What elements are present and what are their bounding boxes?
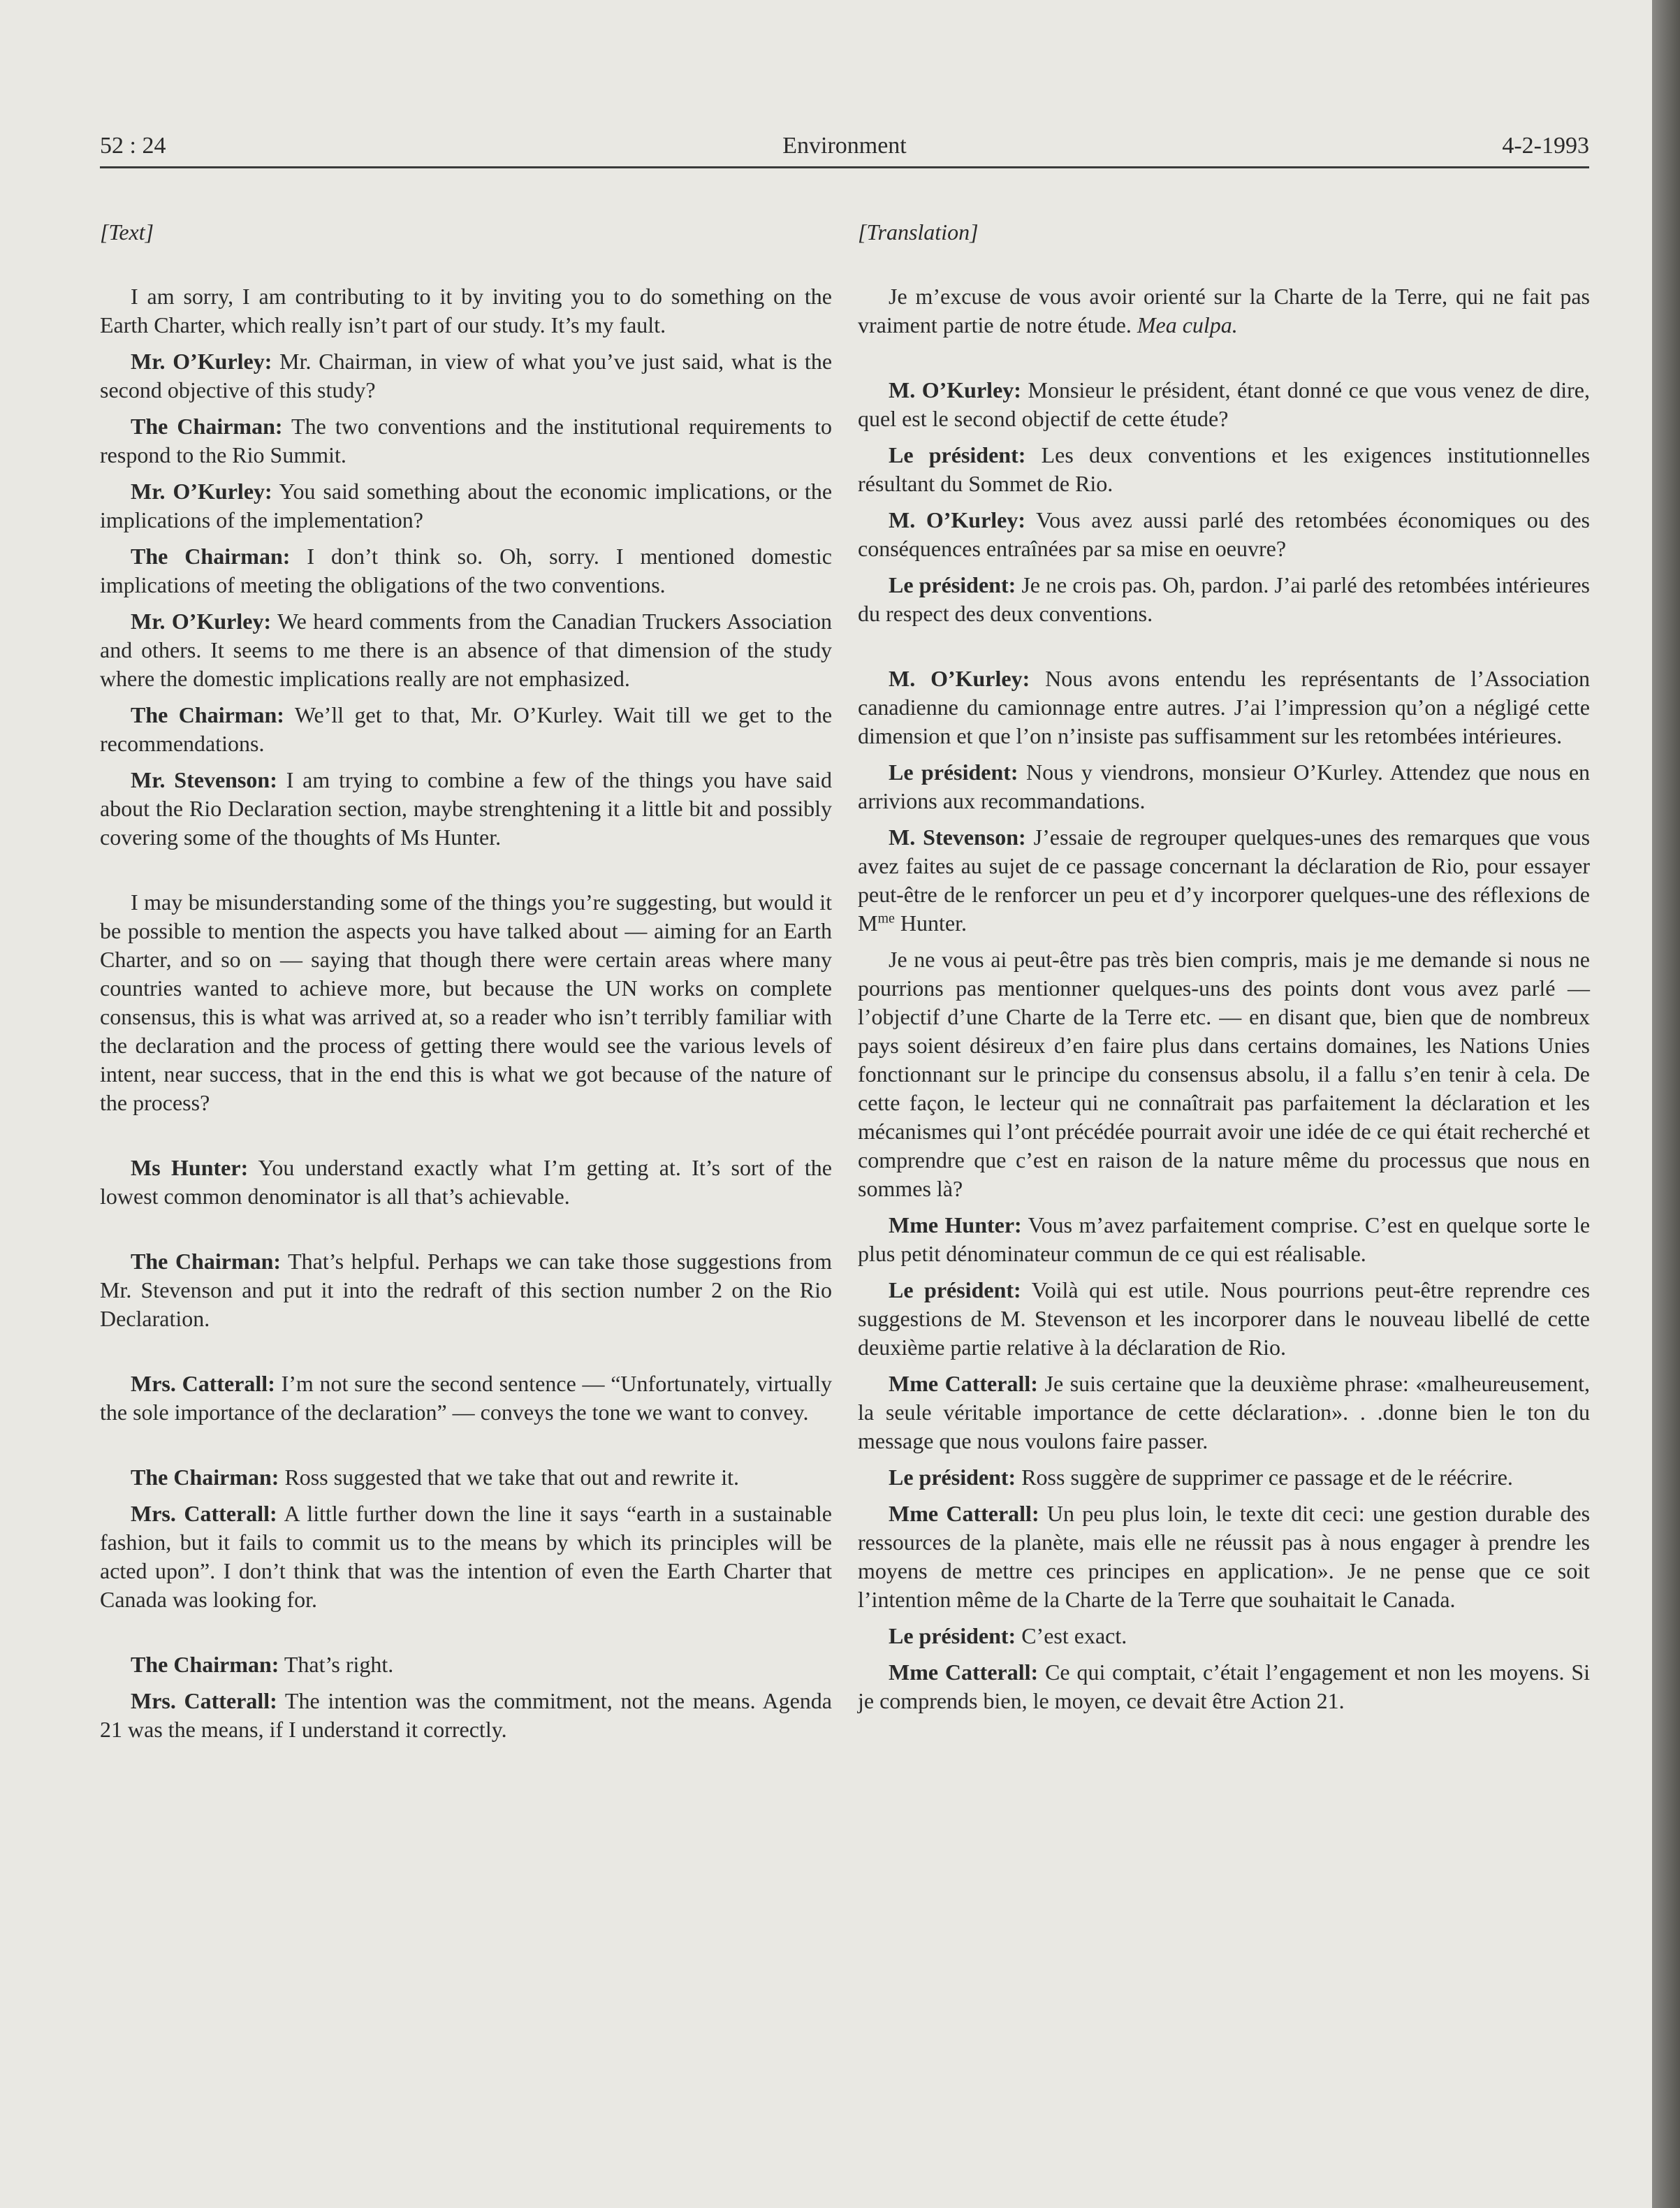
speaker-name: Mme Hunter: <box>889 1212 1022 1237</box>
transcript-paragraph <box>858 571 1590 628</box>
speech-text: The two conventions and the institutional requirements to respond to the Rio Summit. <box>100 414 833 467</box>
paragraph-gap <box>100 340 832 347</box>
paragraph-gap <box>858 1614 1590 1622</box>
paragraph-gap <box>100 1679 832 1687</box>
speech-text: We heard comments from the Canadian Truckers Association and others. It seems to me there is an absence of that dimension of the study where the domestic implications really are not emphasized. <box>100 609 833 691</box>
transcript-paragraph <box>100 766 832 852</box>
paragraph-gap <box>858 433 1590 441</box>
speech-text: Je ne crois pas. Oh, pardon. J’ai parlé des retombées intérieures du respect des deux conventions. <box>858 572 1590 626</box>
speech-text: I may be misunderstanding some of the things you’re suggesting, but would it be possible to mention the aspects you have talked about — aiming for an Earth Charter, and so on — saying that though there were certain areas where many countries wanted to achieve more, but because the UN works on complete consensus, this is what was arrived at, so a reader who isn’t terribly familiar with the declaration and the process of getting there would see the various levels of intent, near success, that in the end this is what we got because of the nature of the process? <box>100 889 832 1115</box>
transcript-paragraph <box>100 607 832 693</box>
speech-text: That’s helpful. Perhaps we can take those suggestions from Mr. Stevenson and put it into the redraft of this section number 2 on the Rio Declaration. <box>100 1249 833 1331</box>
speech-text: Vous m’avez parfaitement comprise. C’est en quelque sorte le plus petit dénominateur commun de ce qui est réalisable. <box>858 1212 1591 1266</box>
speech-text: Vous avez aussi parlé des retombées économiques ou des conséquences entraînées par sa mise en oeuvre? <box>858 507 1591 561</box>
header-rule <box>100 166 1589 168</box>
page-title: Environment <box>782 133 907 159</box>
transcript-paragraph <box>858 664 1590 750</box>
transcript-paragraph <box>858 282 1590 340</box>
paragraph-gap <box>858 815 1590 823</box>
paragraph-gap <box>100 758 832 766</box>
speech-text: Mr. Chairman, in view of what you’ve just said, what is the second objective of this study? <box>100 349 833 402</box>
transcript-paragraph <box>858 506 1590 563</box>
transcript-paragraph <box>100 347 832 405</box>
transcript-paragraph <box>858 1499 1590 1614</box>
superscript: me <box>877 910 895 927</box>
speaker-name: The Chairman: <box>131 1249 282 1274</box>
transcript-paragraph <box>100 1463 832 1492</box>
speaker-name: Mme Catterall: <box>889 1659 1039 1685</box>
paragraph-gap <box>100 1614 832 1650</box>
speaker-name: M. O’Kurley: <box>889 666 1030 691</box>
page-reference: 52 : 24 <box>100 133 166 159</box>
speech-text: You understand exactly what I’m getting at. It’s sort of the lowest common denominator is all that’s achievable. <box>100 1155 833 1209</box>
speaker-name: Le président: <box>889 1623 1016 1648</box>
speaker-name: M. O’Kurley: <box>889 507 1026 532</box>
transcript-paragraph <box>100 282 832 340</box>
speech-text: J’essaie de regrouper quelques-unes des remarques que vous avez faites au sujet de ce passage concernant la déclaration de Rio, pour essayer peut-être de le renforcer un peu et d’y incorporer quelques-une des réflexions de M <box>858 825 1591 936</box>
speaker-name: Mr. O’Kurley: <box>131 349 272 374</box>
transcript-paragraph <box>100 1650 832 1679</box>
speaker-name: Ms Hunter: <box>131 1155 249 1180</box>
paragraph-gap <box>858 628 1590 664</box>
paragraph-gap <box>100 470 832 477</box>
speaker-name: Mrs. Catterall: <box>131 1501 277 1526</box>
transcript-paragraph <box>858 1658 1590 1715</box>
page-edge-shadow <box>1652 0 1680 2208</box>
speaker-name: The Chairman: <box>131 1465 279 1490</box>
transcript-paragraph <box>858 758 1590 815</box>
paragraph-gap <box>858 563 1590 571</box>
transcript-paragraph <box>858 376 1590 433</box>
speaker-name: Mme Catterall: <box>889 1371 1038 1396</box>
speech-text: C’est exact. <box>1021 1623 1127 1648</box>
transcript-paragraph <box>100 477 832 535</box>
paragraph-gap <box>858 938 1590 945</box>
paragraph-gap <box>858 1455 1590 1463</box>
speech-text: Je m’excuse de vous avoir orienté sur la Charte de la Terre, qui ne fait pas vraiment partie de notre étude. <box>858 284 1590 337</box>
speaker-name: Mme Catterall: <box>889 1501 1039 1526</box>
speaker-name: Mr. O’Kurley: <box>131 609 272 634</box>
speech-text: You said something about the economic implications, or the implications of the implementation? <box>100 479 833 532</box>
transcript-paragraph <box>100 1247 832 1333</box>
speech-text: Un peu plus loin, le texte dit ceci: une gestion durable des ressources de la planète, mais elle ne réussit pas à nous engager à prendre les moyens de mettre ces principes en application». Je ne pense que ce soit l’intention même de la Charte de la Terre que souhaitait le Canada. <box>858 1501 1591 1612</box>
speech-text: Ce qui comptait, c’était l’engagement et non les moyens. Si je comprends bien, le moyen, ce devait être Action 21. <box>858 1659 1591 1713</box>
transcript-paragraph <box>100 888 832 1117</box>
speaker-name: Mr. O’Kurley: <box>131 479 272 504</box>
speech-text: Ross suggested that we take that out and rewrite it. <box>284 1465 739 1490</box>
page-header <box>100 133 1589 166</box>
paragraph-gap <box>100 1333 832 1370</box>
speaker-name: The Chairman: <box>131 414 283 439</box>
transcript-paragraph <box>858 1211 1590 1268</box>
speech-text: Je suis certaine que la deuxième phrase: «malheureusement, la seule véritable importance de cette déclaration». . .donne bien le ton du message que nous voulons faire passer. <box>858 1371 1591 1453</box>
paragraph-gap <box>100 693 832 701</box>
paragraph-gap <box>858 1650 1590 1658</box>
english-column <box>100 218 832 1744</box>
paragraph-gap <box>858 340 1590 376</box>
transcript-paragraph <box>100 1499 832 1614</box>
paragraph-gap <box>858 1268 1590 1276</box>
transcript-paragraph <box>100 1370 832 1427</box>
paragraph-gap <box>858 1492 1590 1499</box>
transcript-paragraph <box>858 1463 1590 1492</box>
speech-text: That’s right. <box>284 1652 394 1677</box>
speech-text: We’ll get to that, Mr. O’Kurley. Wait till we get to the recommendations. <box>100 702 833 756</box>
speech-text: I’m not sure the second sentence — “Unfortunately, virtually the sole importance of the declaration” — conveys the tone we want to convey. <box>100 1371 833 1425</box>
speaker-name: Le président: <box>889 760 1018 785</box>
speaker-name: Mrs. Catterall: <box>131 1371 275 1396</box>
speaker-name: Le président: <box>889 1465 1016 1490</box>
transcript-paragraph <box>858 1622 1590 1650</box>
paragraph-gap <box>858 750 1590 758</box>
transcript-paragraph <box>858 823 1590 938</box>
speaker-name: The Chairman: <box>131 702 284 727</box>
italic-phrase: Mea culpa. <box>1137 312 1238 337</box>
speech-text: Ross suggère de supprimer ce passage et de le réécrire. <box>1021 1465 1513 1490</box>
paragraph-gap <box>100 1427 832 1463</box>
paragraph-gap <box>858 498 1590 506</box>
paragraph-gap <box>100 852 832 888</box>
speech-text: Nous avons entendu les représentants de l’Association canadienne du camionnage entre autres. J’ai l’impression qu’on a négligé cette dimension et que l’on n’insiste pas suffisamment sur les retombées intérieures. <box>858 666 1591 748</box>
speaker-name: Le président: <box>889 442 1026 467</box>
speech-text: I don’t think so. Oh, sorry. I mentioned domestic implications of meeting the obligations of the two conventions. <box>100 544 833 597</box>
transcript-paragraph <box>858 1276 1590 1362</box>
speaker-name: Mrs. Catterall: <box>131 1688 277 1713</box>
paragraph-gap <box>100 1211 832 1247</box>
speaker-name: Le président: <box>889 1277 1021 1302</box>
paragraph-gap <box>100 600 832 607</box>
transcript-paragraph <box>858 945 1590 1203</box>
speech-text: Monsieur le président, étant donné ce que vous venez de dire, quel est le second objectif de cette étude? <box>858 377 1591 431</box>
speech-text: I am sorry, I am contributing to it by inviting you to do something on the Earth Charter, which really isn’t part of our study. It’s my fault. <box>100 284 832 337</box>
transcript-paragraph <box>100 1154 832 1211</box>
transcript-paragraph <box>100 412 832 470</box>
paragraph-gap <box>100 1492 832 1499</box>
speech-text: Voilà qui est utile. Nous pourrions peut-être reprendre ces suggestions de M. Stevenson et les incorporer dans le nouveau libellé de cette deuxième partie relative à la déclaration de Rio. <box>858 1277 1591 1360</box>
paragraph-gap <box>858 1362 1590 1370</box>
speech-text: A little further down the line it says “earth in a sustainable fashion, but it fails to commit us to the means by which its principles will be acted upon”. I don’t think that was the intention of even the Earth Charter that Canada was looking for. <box>100 1501 833 1612</box>
transcript-paragraph <box>100 542 832 600</box>
paragraph-gap <box>100 405 832 412</box>
speaker-name: Le président: <box>889 572 1016 597</box>
speech-text: The intention was the commitment, not the means. Agenda 21 was the means, if I understand it correctly. <box>100 1688 833 1742</box>
speaker-name: M. Stevenson: <box>889 825 1026 850</box>
speaker-name: Mr. Stevenson: <box>131 767 277 792</box>
speech-text: Nous y viendrons, monsieur O’Kurley. Attendez que nous en arrivions aux recommandations. <box>858 760 1591 813</box>
speaker-name: The Chairman: <box>131 1652 279 1677</box>
transcript-paragraph <box>100 701 832 758</box>
speaker-name: The Chairman: <box>131 544 291 569</box>
speech-text: Les deux conventions et les exigences institutionnelles résultant du Sommet de Rio. <box>858 442 1591 496</box>
speaker-name: M. O’Kurley: <box>889 377 1021 402</box>
paragraph-gap <box>100 1117 832 1154</box>
transcript-paragraph <box>858 441 1590 498</box>
transcript-paragraph <box>100 1687 832 1744</box>
transcript-paragraph <box>858 1370 1590 1455</box>
header-date: 4-2-1993 <box>1502 133 1589 159</box>
column-label: [Translation] <box>858 219 979 245</box>
speech-text: I am trying to combine a few of the things you have said about the Rio Declaration section, maybe strenghtening it a little bit and possibly covering some of the thoughts of Ms Hunter. <box>100 767 832 850</box>
column-label: [Text] <box>100 219 154 245</box>
speech-text: Je ne vous ai peut-être pas très bien compris, mais je me demande si nous ne pourrions pas mentionner quelques-uns des points dont vous avez parlé — l’objectif d’une Charte de la Terre etc. — en disant que, bien que de nombreux pays soient désireux d’en faire plus dans certains domaines, les Nations Unies fonctionnant sur le principe du consensus absolu, il a fallu s’en tenir à cela. De cette façon, le lecteur qui ne connaîtrait pas parfaitement la déclaration et les mécanismes qui l’ont précédée pourrait avoir une idée de ce qui était recherché et comprendre que c’est en raison de la nature même du processus que nous en sommes là? <box>858 947 1590 1201</box>
paragraph-gap <box>100 535 832 542</box>
paragraph-gap <box>858 1203 1590 1211</box>
speech-text-tail: Hunter. <box>894 910 967 936</box>
french-column <box>858 218 1590 1715</box>
